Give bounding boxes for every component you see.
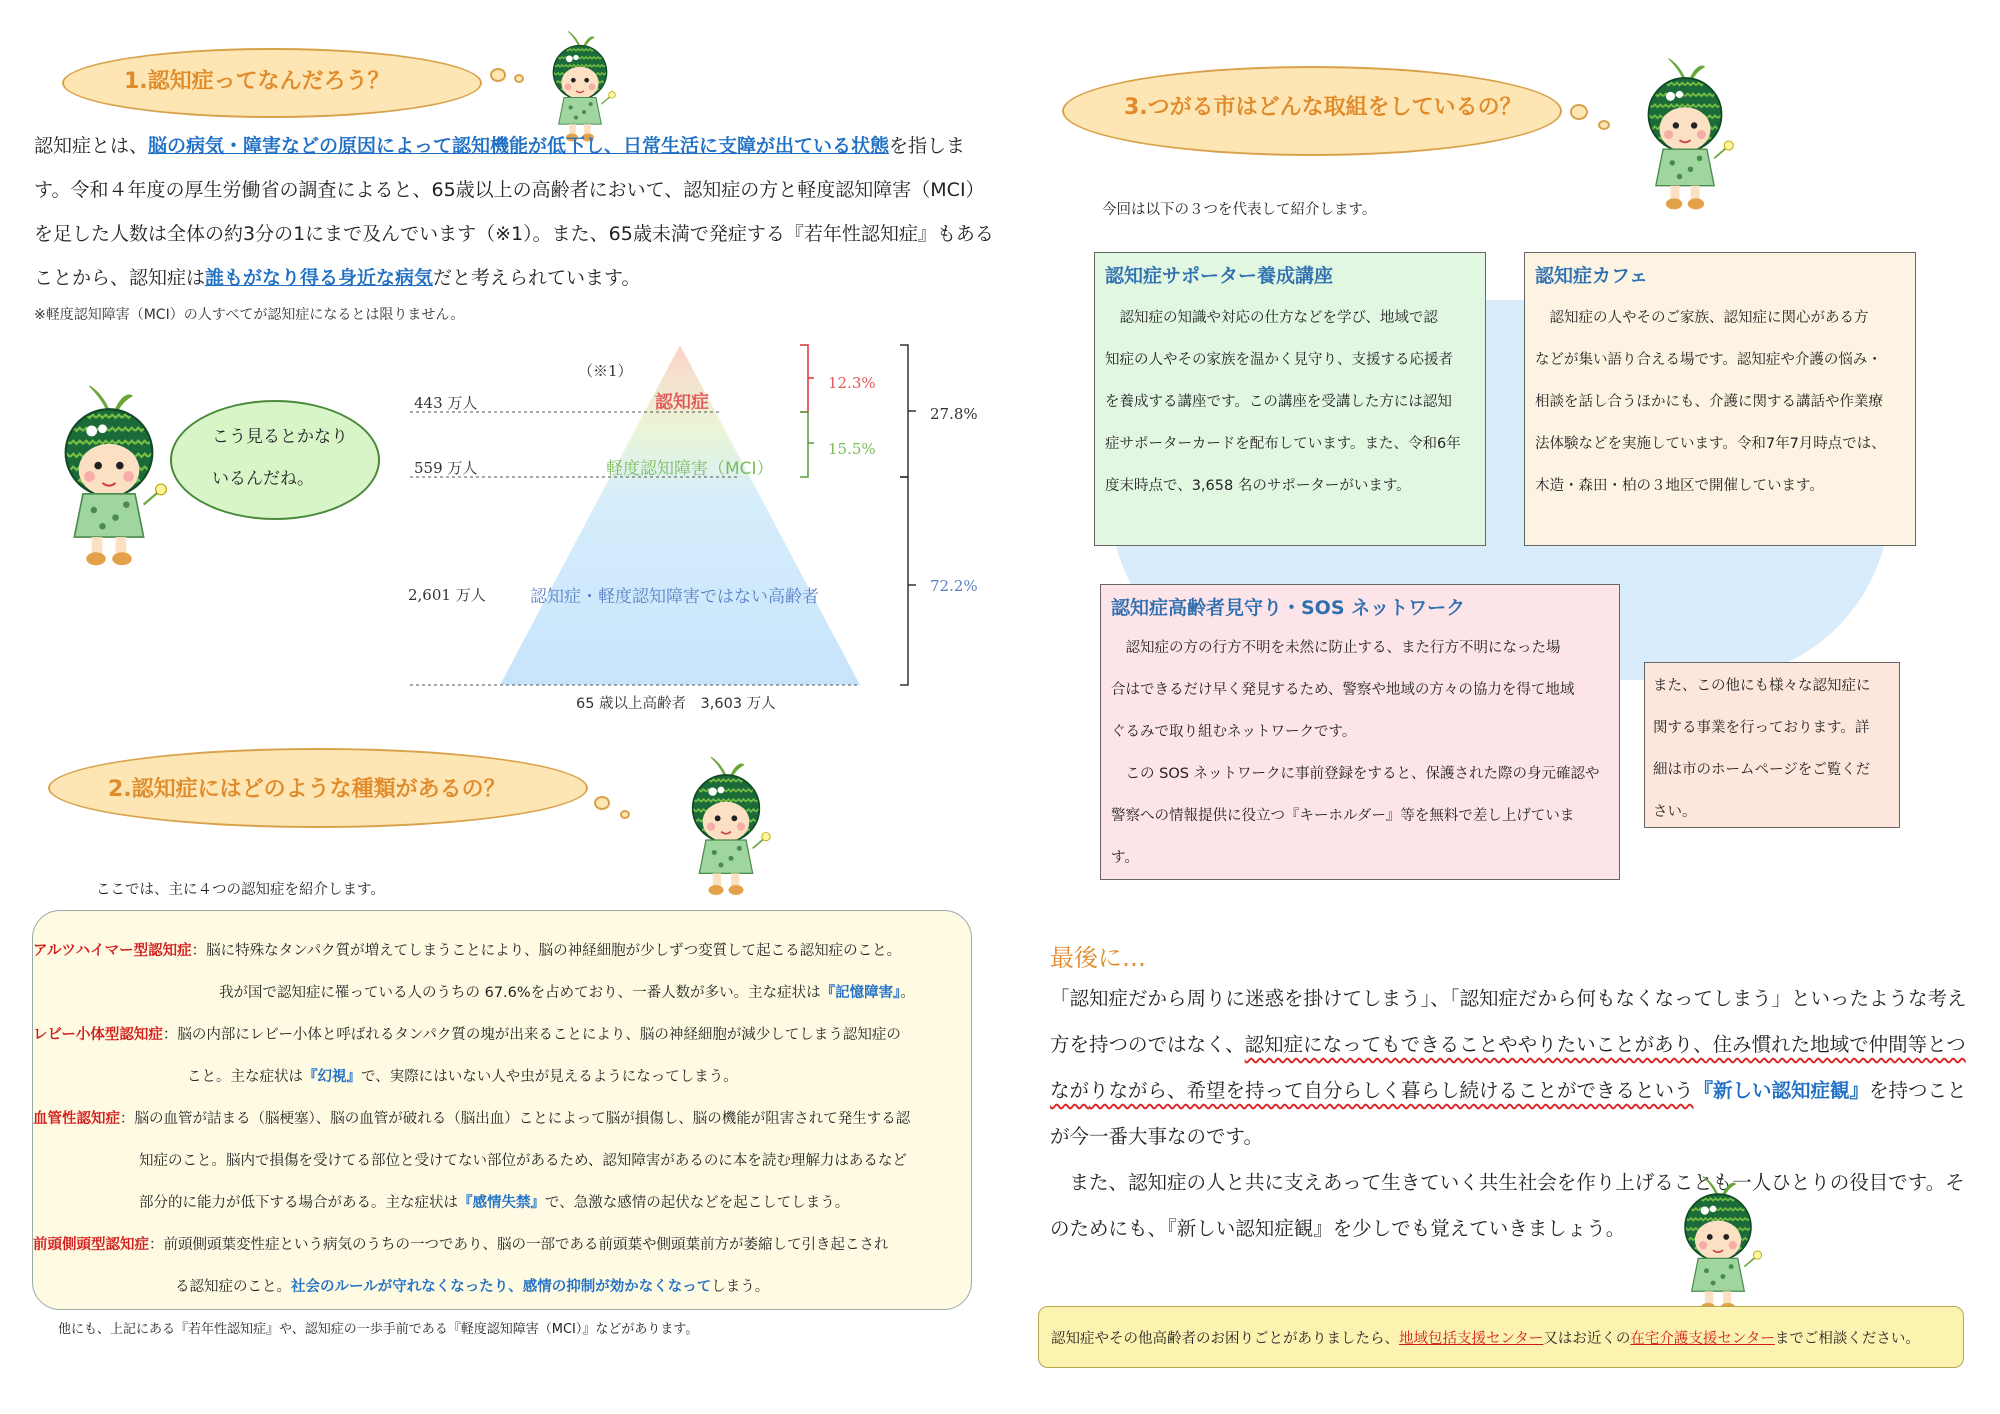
type-lewy-cont: [187, 1065, 738, 1086]
type-lewy: [33, 1023, 901, 1044]
type-vascular: [33, 1107, 910, 1128]
label-normal: 認知症・軽度認知障害ではない高齢者: [530, 587, 819, 607]
card-title: 認知症高齢者見守り・SOS ネットワーク: [1111, 597, 1466, 619]
bracket-mci: [800, 412, 814, 477]
card-line: 認知症の知識や対応の仕方などを学び、地域で認: [1105, 310, 1438, 326]
card-line: 警察への情報提供に役立つ『キーホルダー』等を無料で差し上げていま: [1111, 808, 1575, 824]
type-name: レビー小体型認知症: [33, 1027, 163, 1043]
card-body: [1535, 297, 1886, 507]
type-desc: こと。主な症状は: [187, 1069, 303, 1085]
mascot-icon: [676, 755, 776, 900]
percent-normal: 72.2%: [930, 577, 978, 595]
type-desc: 我が国で認知症に罹っている人のうちの 67.6%を占めており、一番人数が多い。主な症状は: [219, 985, 821, 1001]
card-other-info: [1644, 662, 1900, 828]
card-cafe: [1524, 252, 1916, 546]
section2-title: 2.認知症にはどのような種類があるの？: [108, 777, 506, 802]
new-dementia-view: 『新しい認知症観』: [1693, 1079, 1870, 1102]
mci-note: ※軽度認知障害（MCI）の人すべてが認知症になるとは限りません。: [34, 307, 465, 323]
type-desc: 。: [900, 985, 915, 1001]
section1-title: 1.認知症ってなんだろう？: [124, 69, 390, 94]
type-desc: ：脳に特殊なタンパク質が増えてしまうことにより、脳の神経細胞が少しずつ変質して起こる認知症のこと。: [191, 943, 902, 959]
card-supporter: [1094, 252, 1486, 546]
type-vascular-cont: [139, 1191, 849, 1212]
final-emphasis: 認知症になってもできることややりたいことがあり、住み慣れた地域で仲間等とつなが: [1050, 1033, 1966, 1102]
card-line: 症サポーターカードを配布しています。また、令和6年: [1105, 436, 1461, 452]
intro-text: 認知症とは、: [34, 135, 149, 157]
card-body: [1105, 297, 1461, 507]
final-text: を持つことが今一番: [1050, 1079, 1967, 1148]
intro-highlight-definition: 脳の病気・障害などの原因によって認知機能が低下し、日常生活に支障が出ている状態: [148, 135, 890, 157]
type-symptom: 『幻視』: [303, 1069, 361, 1085]
type-desc: 知症のこと。脳内で損傷を受けてる部位と受けてない部位があるため、認知障害があるのに本を読む理解力はあるなど: [139, 1153, 907, 1169]
type-alzheimer-cont: [219, 981, 915, 1002]
pyramid-note-mark: （※1）: [578, 362, 633, 380]
card-line: また、この他にも様々な認知症に: [1653, 678, 1871, 694]
label-dementia: 認知症: [655, 392, 709, 413]
mascot-icon: [1666, 1176, 1770, 1316]
card-line: 知症の人やその家族を温かく見守り、支援する応援者: [1105, 352, 1453, 368]
cloud-dot: [1598, 120, 1610, 130]
pyramid-total: 65 歳以上高齢者 3,603 万人: [576, 696, 776, 712]
bracket-combined: [900, 345, 916, 477]
card-title: 認知症カフェ: [1535, 265, 1649, 287]
percent-mci: 15.5%: [828, 440, 876, 458]
final-title: 最後に…: [1050, 944, 1146, 972]
final-text: 大事なのです。: [1128, 1125, 1263, 1148]
mascot-icon: [1630, 58, 1740, 213]
section3-title: 3.つがる市はどんな取組をしているの？: [1124, 95, 1522, 120]
intro-text: だと考えられています。: [433, 267, 641, 289]
card-line: 法体験などを実施しています。令和7年7月時点では、: [1535, 436, 1886, 452]
contact-text: 又はお近くの: [1543, 1331, 1631, 1347]
speech-line: こう見るとかなり: [212, 427, 348, 447]
final-emphasis: りながら、希望を持って自分らしく暮らし続けることができるという: [1089, 1079, 1694, 1102]
type-desc: で、急激な感情の起伏などを起こしてしまう。: [545, 1195, 850, 1211]
section1-intro: [34, 124, 994, 300]
count-dementia: 443 万人: [414, 394, 478, 412]
section2-footnote: 他にも、上記にある『若年性認知症』や、認知症の一歩手前である『軽度認知障害（MCI）』などがあります。: [58, 1322, 699, 1337]
card-body: [1111, 627, 1600, 879]
count-mci: 559 万人: [414, 459, 478, 477]
type-name: 血管性認知症: [33, 1111, 120, 1127]
card-line: 認知症の人やそのご家族、認知症に関心がある方: [1535, 310, 1869, 326]
type-desc: ：脳の内部にレビー小体と呼ばれるタンパク質の塊が出来ることにより、脳の神経細胞が減少してしまう認知症の: [162, 1027, 901, 1043]
final-p1: [1050, 976, 1980, 1160]
final-text: を持つのではなく、: [1069, 1033, 1245, 1056]
count-normal: 2,601 万人: [408, 586, 486, 604]
card-line: 相談を話し合うほかにも、介護に関する講話や作業療: [1535, 394, 1883, 410]
contact-text: までご相談ください。: [1774, 1331, 1920, 1347]
speech-bubble: [170, 400, 380, 520]
type-vascular-cont: [139, 1149, 907, 1170]
type-frontotemporal: [33, 1233, 889, 1254]
contact-text: 認知症やその他高齢者のお困りごとがありましたら、: [1051, 1331, 1399, 1347]
percent-combined: 27.8%: [930, 405, 978, 423]
card-sos-network: [1100, 584, 1620, 880]
type-desc: 部分的に能力が低下する場合がある。主な症状は: [139, 1195, 458, 1211]
type-symptom: 社会のルールが守れなくなったり、感情の抑制が効かなくなって: [291, 1279, 712, 1295]
type-desc: ：脳の血管が詰まる（脳梗塞）、脳の血管が破れる（脳出血）ことによって脳が損傷し、脳の機能が阻害されて発生する認: [120, 1111, 911, 1127]
percent-dementia: 12.3%: [828, 374, 876, 392]
card-line: 認知症の方の行方不明を未然に防止する、また行方不明になった場: [1111, 640, 1561, 656]
card-line: 木造・森田・柏の３地区で開催しています。: [1535, 478, 1824, 494]
card-line: この SOS ネットワークに事前登録をすると、保護された際の身元確認や: [1111, 766, 1600, 782]
card-line: などが集い語り合える場です。認知症や介護の悩み・: [1535, 352, 1882, 368]
type-symptom: 『記憶障害』: [820, 985, 901, 1001]
card-line: 関する事業を行っております。詳: [1653, 720, 1870, 736]
cloud-dot: [1570, 104, 1588, 120]
dementia-types-box: [32, 910, 972, 1310]
intro-highlight-familiar: 誰もがなり得る身近な病気: [205, 267, 434, 289]
speech-line: いるんだね。: [212, 469, 314, 489]
mascot-icon: [44, 385, 174, 570]
contact-box: [1038, 1306, 1964, 1368]
final-paragraph: [1050, 976, 1980, 1252]
card-line: ぐるみで取り組むネットワークです。: [1111, 724, 1357, 740]
section3-intro: 今回は以下の３つを代表して紹介します。: [1102, 202, 1377, 218]
cloud-dot: [514, 74, 524, 83]
cloud-dot: [620, 810, 630, 819]
type-desc: ：前頭側頭葉変性症という病気のうちの一つであり、脳の一部である前頭葉や側頭葉前方が萎縮して引き起こされ: [149, 1237, 889, 1253]
card-line: 細は市のホームページをご覧くだ: [1653, 762, 1871, 778]
final-text: 「認知症だから周りに迷惑を掛けてしまう」、「認知症だから何もなくなってしまう」といったような考え方: [1050, 987, 1967, 1056]
type-name: アルツハイマー型認知症: [33, 943, 192, 959]
card-line: す。: [1111, 850, 1139, 866]
cloud-dot: [594, 796, 610, 810]
bracket-normal: [900, 477, 916, 685]
card-title: 認知症サポーター養成講座: [1105, 265, 1334, 287]
final-p2: また、認知症の人と共に支えあって生きていく共生社会を作り上げることも一人ひとりの役目です。そのためにも、『新しい認知症観』を少しでも覚えていきましょう。: [1050, 1171, 1965, 1240]
card-line: 合はできるだけ早く発見するため、警察や地域の方々の協力を得て地域: [1111, 682, 1575, 698]
section2-intro: ここでは、主に４つの認知症を紹介します。: [96, 882, 385, 898]
bracket-dementia: [800, 345, 814, 412]
label-mci: 軽度認知障害（MCI）: [606, 459, 774, 479]
type-desc: で、実際にはいない人や虫が見えるようになってしまう。: [361, 1069, 738, 1085]
card-line: を養成する講座です。この講座を受講した方には認知: [1105, 394, 1452, 410]
type-symptom: 『感情失禁』: [458, 1195, 545, 1211]
type-name: 前頭側頭型認知症: [33, 1237, 149, 1253]
type-frontotemporal-cont: [175, 1275, 769, 1296]
type-desc: る認知症のこと。: [175, 1279, 291, 1295]
contact-center-link[interactable]: 地域包括支援センター: [1399, 1331, 1544, 1347]
intro-text: を指します。令和４年度の厚生労働省の調査によると、65歳以上の高齢者において、認知症の方と軽度認知障害（MCI）を足した人数は全体の約3分の1にまで及んでいます（※1）。また、65歳未満で発症する『若年性認知症』もあることから、認知症は: [34, 135, 994, 289]
cloud-dot: [490, 68, 506, 82]
type-alzheimer: [33, 939, 901, 960]
card-body: [1653, 665, 1871, 833]
card-line: 度末時点で、3,658 名のサポーターがいます。: [1105, 478, 1411, 494]
type-desc: しまう。: [711, 1279, 770, 1295]
card-line: さい。: [1653, 804, 1697, 820]
home-care-center-link[interactable]: 在宅介護支援センター: [1630, 1331, 1775, 1347]
